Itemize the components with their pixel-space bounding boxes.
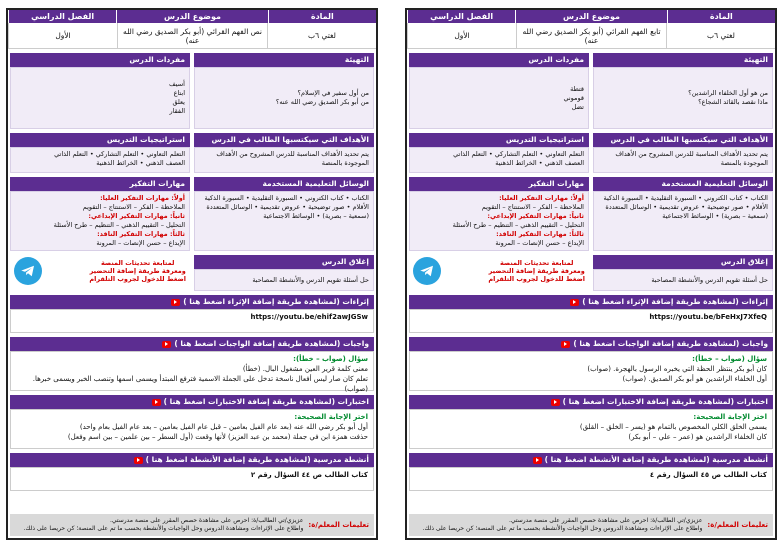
platform-note: لمتابعة تحديثات المنصة ومعرفة طريقة إضافة التحضير اضغط للدخول لجروب التلقرام xyxy=(89,259,186,283)
tests-q: اختر الإجابة الصحيحة: xyxy=(693,413,767,421)
tools-body: الكتاب • كتاب الكتروني • السبورة التقليدية • السبورة الذكية الأقلام • صور توضيحية • عروض تقديمية • الوسائل المتعددة (سمعية – بصرية) • الوسائط الاجتماعية xyxy=(194,191,374,251)
homework-l2: أول الخلفاء الراشدين هو أبو بكر الصديق. (صواب) xyxy=(622,375,767,383)
vocab-word: تضل xyxy=(571,102,584,111)
objectives-body: يتم تحديد الأهداف المناسبة للدرس المشروح من الأهداف الموجودة بالمنصة xyxy=(593,147,773,173)
vocab-word: أسيف xyxy=(169,80,185,88)
closing-title: إغلاق الدرس xyxy=(194,255,374,269)
tests-l2: حذفت همزة ابن في جملة (محمد بن عبد العزيز) لأنها وقعت (أول السطر – بين علمين – بين اسم وفعل) xyxy=(67,433,368,441)
subject-header: المادة xyxy=(268,10,376,23)
enrich-title[interactable]: إثراءات (لمشاهدة طريقة إضافة الإثراء اضغط هنا ) xyxy=(10,295,374,309)
topic-value: نص الفهم القرائي (أبو بكر الصديق رضي الله عنه) xyxy=(117,23,267,49)
activities-title[interactable]: أنشطة مدرسية (لمشاهدة طريقة إضافة الأنشطة اضغط هنا ) xyxy=(10,453,374,467)
tests-l1: أول أبو بكر رضي الله عنه (بعد عام الفيل بعامين – قبل عام الفيل بعامين – بعد عام الفيل بعام واحد) xyxy=(79,423,368,431)
topic-header: موضوع الدرس xyxy=(116,10,267,23)
closing-title: إغلاق الدرس xyxy=(593,255,773,269)
topic-header: موضوع الدرس xyxy=(515,10,666,23)
homework-title[interactable]: واجبات (لمشاهدة طريقة إضافة الواجبات اضغط هنا ) xyxy=(10,337,374,351)
vocab-body xyxy=(409,67,589,129)
warmup-body xyxy=(593,67,773,129)
youtube-icon[interactable] xyxy=(134,457,143,464)
tests-body xyxy=(409,409,773,449)
homework-l1: معنى كلمة قرير العين مشغول البال. (خطأ) xyxy=(242,365,368,373)
thinking-t2: التحليل – التقييم الذهني – التنظيم – طرح الأسئلة xyxy=(452,221,584,229)
youtube-icon[interactable] xyxy=(551,399,560,406)
objectives-body: يتم تحديد الأهداف المناسبة للدرس المشروح من الأهداف الموجودة بالمنصة xyxy=(194,147,374,173)
subject-value: لغتي ٦ب xyxy=(666,23,775,49)
semester-header: الفصل الدراسي xyxy=(8,10,116,23)
topic-value: تابع الفهم القرائي (أبو بكر الصديق رضي الله عنه) xyxy=(516,23,666,49)
thinking-h1: أولاً: مهارات التفكير العليا: xyxy=(499,194,584,202)
youtube-icon[interactable] xyxy=(561,341,570,348)
strategies-body: التعلم التعاوني • التعلم التشاركي • التعلم الذاتي العصف الذهني • الخرائط الذهنية xyxy=(10,147,190,173)
vocab-title: مفردات الدرس xyxy=(10,53,190,67)
activities-body: كتاب الطالب ص ٤٤ السؤال رقم ٢ xyxy=(10,467,374,491)
youtube-icon[interactable] xyxy=(162,341,171,348)
lesson-sheet-left xyxy=(6,8,378,540)
thinking-title: مهارات التفكير xyxy=(409,177,589,191)
subject-header: المادة xyxy=(667,10,775,23)
enrich-link[interactable]: https://youtu.be/bFeHxJ7XfeQ xyxy=(409,309,773,333)
thinking-body xyxy=(10,191,190,251)
semester-value: الأول xyxy=(407,23,516,49)
vocab-word: يعلق xyxy=(172,98,185,106)
footer-title: تعليمات المعلم/ة: xyxy=(308,521,369,529)
activities-body: كتاب الطالب ص ٤٥ السؤال رقم ٤ xyxy=(409,467,773,491)
tests-title[interactable]: اختبارات (لمشاهدة طريقة إضافة الاختبارات اضغط هنا ) xyxy=(409,395,773,409)
warmup-title: التهيئة xyxy=(194,53,374,67)
vocab-word: قتطة xyxy=(570,84,584,93)
vocab-word: ابتاع xyxy=(173,89,185,97)
closing-body: حل أسئلة تقويم الدرس والأنشطة المصاحبة xyxy=(194,269,374,291)
thinking-h3: ثالثاً: مهارات التفكير الناقد: xyxy=(496,230,584,238)
tests-title[interactable]: اختبارات (لمشاهدة طريقة إضافة الاختبارات اضغط هنا ) xyxy=(10,395,374,409)
thinking-h2: ثانياً: مهارات التفكير الإبداعي: xyxy=(88,212,185,220)
warmup-q1: من أول سفير في الإسلام؟ xyxy=(297,89,369,97)
thinking-h3: ثالثاً: مهارات التفكير الناقد: xyxy=(97,230,185,238)
lesson-sheet-right xyxy=(405,8,777,540)
warmup-q1: من هو أول الخلفاء الراشدين؟ xyxy=(688,89,768,97)
warmup-body xyxy=(194,67,374,129)
tools-title: الوسائل التعليمية المستخدمة xyxy=(194,177,374,191)
strategies-title: استراتيجيات التدريس xyxy=(409,133,589,147)
youtube-icon[interactable] xyxy=(152,399,161,406)
closing-body: حل أسئلة تقويم الدرس والأنشطة المصاحبة xyxy=(593,269,773,291)
homework-body xyxy=(10,351,374,391)
footer-title: تعليمات المعلم/ة: xyxy=(707,521,768,529)
homework-l2: تعلم كان صار ليس أفعال ناسخة تدخل على الجملة الاسمية فترفع المبتدأ ويسمى اسمها وتنصب الخبر ويسمى خبرها. (صواب) xyxy=(32,375,368,393)
youtube-icon[interactable] xyxy=(171,299,180,306)
subject-value: لغتي ٦ب xyxy=(267,23,376,49)
warmup-q2: ماذا نقصد بالقائد الشجاع؟ xyxy=(698,98,768,106)
vocab-title: مفردات الدرس xyxy=(409,53,589,67)
tests-q: اختر الإجابة الصحيحة: xyxy=(294,413,368,421)
thinking-h2: ثانياً: مهارات التفكير الإبداعي: xyxy=(487,212,584,220)
homework-l1: كان أبو بكر ينتظر الحظة التي يخبره الرسول بالهجرة. (صواب) xyxy=(587,365,767,373)
homework-q: سؤال (صواب – خطأ): xyxy=(293,355,368,363)
footer-text: عزيزي/تي الطالب/ة: احرص على مشاهدة حصص المقرر على منصة مدرستي. واطلاع على الإثراءات ومشاهدة الدروس وحل الواجبات والأنشطة بحسب ما تم على المنصة؛ كن حريصا على ذلك. xyxy=(422,517,703,532)
thinking-t3: الإبداع – حسن الإنصات – المرونة xyxy=(495,239,584,247)
thinking-h1: أولاً: مهارات التفكير العليا: xyxy=(100,194,185,202)
tools-body: الكتاب • كتاب الكتروني • السبورة التقليدية • السبورة الذكية الأقلام • صور توضيحية • عروض تقديمية • الوسائل المتعددة (سمعية – بصرية) • الوسائط الاجتماعية xyxy=(593,191,773,251)
telegram-block[interactable] xyxy=(10,251,190,291)
enrich-link[interactable]: https://youtu.be/ehif2awJGSw xyxy=(10,309,374,333)
objectives-title: الأهداف التي سيكتسبها الطالب في الدرس xyxy=(194,133,374,147)
enrich-title[interactable]: إثراءات (لمشاهدة طريقة إضافة الإثراء اضغط هنا ) xyxy=(409,295,773,309)
tests-l1: يسمى الخلق الكلي المخصوص بالتمام هو (يسر – الخلق – القلق) xyxy=(579,423,767,431)
thinking-body xyxy=(409,191,589,251)
thinking-title: مهارات التفكير xyxy=(10,177,190,191)
strategies-title: استراتيجيات التدريس xyxy=(10,133,190,147)
thinking-t2: التحليل – التقييم الذهني – التنظيم – طرح الأسئلة xyxy=(53,221,185,229)
platform-note: لمتابعة تحديثات المنصة ومعرفة طريقة إضافة التحضير اضغط للدخول لجروب التلقرام xyxy=(488,259,585,283)
vocab-body xyxy=(10,67,190,129)
homework-body xyxy=(409,351,773,391)
teacher-instructions xyxy=(10,514,374,536)
strategies-body: التعلم التعاوني • التعلم التشاركي • التعلم الذاتي العصف الذهني • الخرائط الذهنية xyxy=(409,147,589,173)
youtube-icon[interactable] xyxy=(533,457,542,464)
tests-l2: كان الخلفاء الراشدين هو (عمر – علي – أبو بكر) xyxy=(628,433,767,441)
warmup-title: التهيئة xyxy=(593,53,773,67)
teacher-instructions xyxy=(409,514,773,536)
semester-value: الأول xyxy=(8,23,117,49)
homework-title[interactable]: واجبات (لمشاهدة طريقة إضافة الواجبات اضغط هنا ) xyxy=(409,337,773,351)
warmup-q2: من أبو بكر الصديق رضي الله عنه؟ xyxy=(275,98,369,106)
thinking-t1: الملاحظة – الفكر – الاستنتاج – التقويم xyxy=(481,203,584,211)
youtube-icon[interactable] xyxy=(570,299,579,306)
telegram-icon[interactable] xyxy=(14,257,42,285)
telegram-icon[interactable] xyxy=(413,257,441,285)
vocab-word: الفقار xyxy=(169,107,185,115)
telegram-block[interactable] xyxy=(409,251,589,291)
thinking-t3: الإبداع – حسن الإنصات – المرونة xyxy=(96,239,185,247)
vocab-word: قوموني xyxy=(563,93,584,102)
activities-title[interactable]: أنشطة مدرسية (لمشاهدة طريقة إضافة الأنشطة اضغط هنا ) xyxy=(409,453,773,467)
objectives-title: الأهداف التي سيكتسبها الطالب في الدرس xyxy=(593,133,773,147)
homework-q: سؤال (صواب – خطأ): xyxy=(692,355,767,363)
semester-header: الفصل الدراسي xyxy=(407,10,515,23)
tests-body xyxy=(10,409,374,449)
thinking-t1: الملاحظة – الفكر – الاستنتاج – التقويم xyxy=(82,203,185,211)
footer-text: عزيزي/تي الطالب/ة: احرص على مشاهدة حصص المقرر على منصة مدرستي. واطلاع على الإثراءات ومشاهدة الدروس وحل الواجبات والأنشطة بحسب ما تم على المنصة؛ كن حريصا على ذلك. xyxy=(23,517,304,532)
tools-title: الوسائل التعليمية المستخدمة xyxy=(593,177,773,191)
